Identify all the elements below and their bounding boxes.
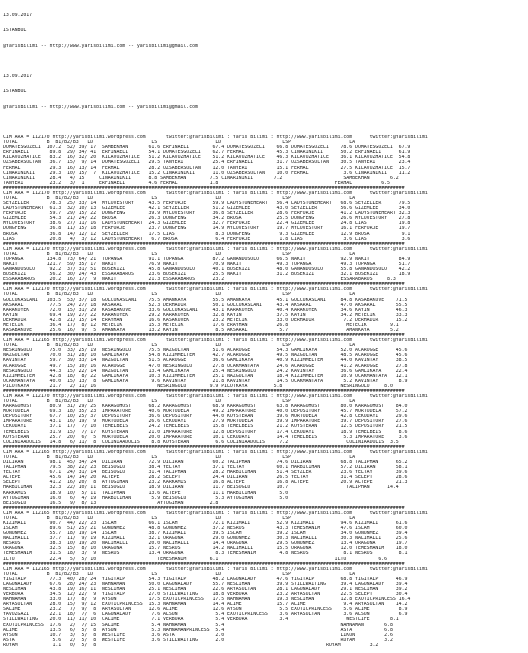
table-row: ERFINAELI 89.8 29/ 34/ 41 ERFINAELI 54.1 DOMATESGUZELI 62.7 FERHAL 45.3 CINARINIKII 50.2 ERFINAELI 61.9: [3, 150, 411, 156]
table-row: DOMATESGUZELI 107.2 52/ 39/ 17 SAMBEKHAN 61.6 ERFINAELI 67.4 DOMATESGUZELI 66.8 DOMATESGUZELI 78.6 DOMATESGUZELI 67.9: [3, 145, 411, 151]
table-row: ALTEPE 45.6 14/ 14/ 20 ALTEPE 28.2 SELEPT 24.4 DILIRAN 26.5 YELTAY 31.4 SELEPT 28.6: [3, 475, 408, 481]
table-row: BUSEKIZI 56.2 30/ 24/ 43 ESSARABAROS 23.6 BUSEKIZI 25.5 NAKIT 31.2 BUSEKIZI 32.1 BUSEKIZI 18.9: [3, 272, 411, 278]
table-row: ASTA 5.6 2/ 5/ 8 WESTLIFE 3.6 STILLWAITING 2.0 RUYAM 3.2: [3, 637, 393, 643]
table-row: KARKAMIS 18.9 10/ 5/ 11 TALIPHAN 13.6 ALTEPE 11.1 HARBICIHAN 5.0: [3, 490, 289, 496]
column-header-line: TOTAL B B1/B2/B3 LD LS LD LSP LA: [3, 454, 356, 460]
table-row: TEMESHANIM 31.5 18/ 3/ 9 NESROS 13.4 ORAGUNA 8.3 TEMESHANIM 4.8 NESROS 8.1 NESROS 8.1: [3, 551, 408, 557]
table-row: NESRINGULU 75.0 33/ 25/ 19 NESRINGULU 75.5 NAZGULTAN 51.6 ACAROGGE 54.3 GAMLIKAYA 52.0 ACAROGGE 45.6: [3, 348, 408, 354]
table-row: KARAGOHOST 80.9 31/ 29/ 25 KARAGOHOST 68.2 KARAGOHOST 68.9 KARAGOHOST 63.8 KARAGOHOST 80.0 KARAGOHOST 84.0: [3, 404, 408, 410]
table-row: LADYSTONEHEART 61.3 32/ 10/ 13 GIZEMLEE 42.1 SEYZELLER 51.2 GIZEMLEE 43.0 SEYZELLER 56.6 GIZEMLEE 34.0: [3, 206, 411, 212]
column-header-line: TOTAL B B1/B2/B3 LD LS LD LSP LA: [3, 140, 356, 146]
separator-line: ##########################################################################################################################################: [3, 505, 405, 511]
header-contact-repeat: @YarisBilimi -- http://www.yarisbilimi.com -- yarisbilimi@gmail.com: [3, 104, 198, 110]
table-row: ACAROGGE 49.7 15/ 10/ 16 ACAROGGE 47.0 NESRINGULU 27.8 OCAKMANTAYA 24.6 ACAROGGE 41.2 ACAROGGE 27.8: [3, 363, 408, 369]
race-header-line: CIM ARA = 112170 http://yarisbilimi.wordpress.com twitter:@YarisBilimi : Yaris Bilimi : http://www.yarisbilimi.com twitter:@YarisBilimi: [3, 394, 428, 400]
table-row: OCAKMANTAYA 40.0 15/ 13/ 8 GAMLIKAYA 9.6 KAVINTAY 21.8 KAVINTAY 14.5 OCAKMANTAYA 5.2 KAVINTAY 8.9: [3, 378, 408, 384]
table-row: PILOTKAYA 21.7 2/ 11/ 16 NESRINGULU 9.9 PILOTKAYA 5.8 NESRINGULU 8.0: [3, 383, 393, 389]
table-row: GANANDOSOLO 92.2 37/ 31/ 51 BUSEKIZI 45.8 GANANDOSOLO 40.1 BUSEKIZI 48.0 GANANDOSOLO 55.8 GANANDOSOLO 42.2: [3, 267, 411, 273]
table-row: GIZEMLEE 54.3 21/ 24/ 22 BROSA 26.3 DONGFENG 34.2 BROSA 25.5 DONGFENG 26.6 MYLOVESTORY 27.8: [3, 216, 411, 222]
table-row: VERBORA 34.5 12/ 22/ 9 YIGITALP 27.0 STILLWAITING 18.8 VERBORA 23.2 ARYASULTAN 22.5 SELEPT 30.4: [3, 592, 408, 598]
header-city-repeat: ISTANBUL: [3, 89, 27, 95]
table-row: HARBICIHAN 32.3 22/ 10/ 11 BEISOGLU 18.9 DILIRAN 11.7 BEISOGLU 10.7 TALIPHAN 14.4: [3, 485, 399, 491]
table-row: LAGUNALADY 67.6 28/ 24/ 23 NAHNAMAN 50.0 LAGUNALADY 55.7 NESLIHAN 39.9 STILLWAITING 39.4 LAGUNALADY 39.4: [3, 581, 408, 587]
table-row: GONUNMEZ 55.7 18/ 19/ 14 ISLAH 38.7 KIZIMALI 39.5 ISLAH 39.2 ISLAH 34.0 GONUNMEZ 39.4: [3, 531, 408, 537]
table-row: COLINIAADOLIS 14.8 6/ 11/ 8 COLINIAADOLIS 8.8 KOYSTERAN 6.6 COLINIAADOLIS 7.2 COLINIAADOLIS 3.5: [3, 439, 399, 445]
table-row: RUYAM 1.1 0/ 5/ 8 RUYAM 3.2: [3, 642, 379, 648]
results-document: [3, 3, 525, 653]
separator-line: ##########################################################################################################################################: [3, 333, 405, 339]
table-row: ILTU 22.4 5/ 5/ 10 TEMESHANIM 6.1 ILTU 6.6: [3, 556, 388, 562]
table-row: DILIRAN 98.1 45/ 34/ 24 DILIRAN 72.9 DILIRAN 60.2 TALIPHAN 74.6 DILIRAN 68.8 TALIPHAN 65.2: [3, 460, 408, 466]
table-row: TUPANGA 134.8 73/ 64/ 21 TUPANGA 91.1 TUPANGA 87.2 GANANDOSOLO 66.5 NAKIT 92.9 NAKIT 84.9: [3, 256, 411, 262]
race-header-line: CIM ARA = 112170 http://yarisbilimi.wordpress.com twitter:@YarisBilimi : Yaris Bilimi : http://www.yarisbilimi.com twitter:@YarisBilimi: [3, 190, 428, 196]
race-header-line: CIM ARA = 112170 http://yarisbilimi.wordpress.com twitter:@YarisBilimi : Yaris Bilimi : http://www.yarisbilimi.com twitter:@YarisBilimi: [3, 246, 428, 252]
table-row: BEISOGLU 16.5 9/ 8/ 13 AYTUGIHAN 2.8: [3, 500, 219, 506]
table-row: SALIME 23.2 7/ 9/ 8 ARYASULTAN 12.6 ALIME 12.6 AYSUN 5.5 EXOTICPRINCESS 5.6 ALIME 8.9: [3, 607, 408, 613]
column-header-line: TOTAL B B1/B2/B3 LD LS LD LSP LA: [3, 515, 356, 521]
table-row: ARYASULTAN 28.0 15/ 9/ 12 EXOTICPRINCESS 15.3 NAHNAMAN 14.4 ALIME 15.7 ALIME 9.4 ARYASULTAN 14.2: [3, 602, 408, 608]
separator-line: ##########################################################################################################################################: [3, 241, 405, 247]
table-row: SELEPT 41.2 16/ 20/ 8 AYTUGIHAN 23.2 KARKAMIS 16.8 ALTEPE 16.8 ALTEPE 20.9 ALTEPE 21.3: [3, 480, 408, 486]
table-row: BROSA 36.8 14/ 12/ 12 SEYZELLER 17.5 LIAS 8.3 DONGFENG 9.3 GIZEMLEE 12.9 BROSA 9.1: [3, 231, 411, 237]
table-row: AKSARAL 77.5 24/ 27/ 18 AKSARAL 52.3 DERHADIR 50.1 GOLCUKASLANI 43.4 AKSARAL 47.0 AKSARAL 55.5: [3, 302, 408, 308]
table-row: NAZGULTAN 70.0 31/ 28/ 10 GAMLIKAYA 54.8 KIZIMMELTEM 42.7 ACAROGGE 49.5 NAZGULTAN 48.5 ACAROGGE 45.6: [3, 353, 408, 359]
table-row: NESROS 38.3 10/ 19/ 20 NALIHALLI 20.0 NALIHALLI 14.4 ORAGUNA 29.5 GONUNMEZ 13.4 ORAGUNA 19.7: [3, 541, 408, 547]
table-row: CEKODAYI 37.1 17/ 7/ 10 TEMELBEIS 24.2 TEMELBEIS 15.8 TEMELBEIS 21.2 KOYSTERAN 12.5 DEPOSITORY 21.5: [3, 424, 408, 430]
table-row: DONGFENG 36.8 11/ 15/ 18 FERFORJE 23.7 DONGFENG 14.9 MYLOVESTORY 19.7 MYLOVESTORY 16.1 FERFORJE 19.7: [3, 226, 411, 232]
table-row: NAHNAMAN 33.0 17/ 8/ 9 AYSUN 17.5 EXOTICPRINCESS 17.5 NAHNAMAN 19.3 NESLIHAN 12.8 EXOTICPRINCESS 16.4: [3, 597, 411, 603]
race-header-line: CIM ARA = 112165 http://yarisbilimi.wordpress.com twitter:@YarisBilimi : Yaris Bilimi : http://www.yarisbilimi.com twitter:@YarisBilimi: [3, 449, 428, 455]
table-row: MORTODELA 69.3 18/ 35/ 23 IMPARATORE 40.6 MORTODELA 49.2 IMPARATORE 40.0 DEPOSITORY 45.7 MORTODELA 57.2: [3, 409, 408, 415]
table-row: KASABAKUVE 25.6 16/ 9/ 5 AMANKAYA 13.2 KAYIN 8.5 AKSARAL 5.7 AMANKAYA 5.2: [3, 328, 399, 333]
table-row: IMPARATORE 43.1 16/ 19/ 9 MORTODELA 26.6 CEKODAYI 27.9 MORTODELA 39.9 IMPARATORE 39.7 DEPOSITORY 27.6: [3, 419, 408, 425]
race-header-line: CIM ARA = 112165 http://yarisbilimi.wordpress.com twitter:@YarisBilimi : Yaris Bilimi : http://www.yarisbilimi.com twitter:@YarisBilimi: [3, 566, 428, 572]
blank-line: [3, 59, 525, 64]
blank-line: [3, 120, 525, 125]
table-row: NESLIHAN 43.8 19/ 16/ 11 NESLIHAN 25.1 NESLIHAN 22.6 ARYASULTAN 28.1 LAGUNALADY 29.1 NESLIHAN 39.2: [3, 586, 408, 592]
column-header-line: TOTAL B B1/B2/B3 LD LS LD LSP LA: [3, 292, 356, 298]
table-row: NAKIT 121.7 59/ 35/ 17 NAKIT 76.9 NAKIT 70.9 NAKIT 49.3 TUPANGA 49.3 TUPANGA 51.7: [3, 261, 411, 267]
table-row: TEMELBEIS 31.9 15/ 7/ 17 KOYSTERAN 21.0 IMPARATORE 12.8 DEPOSITORY 17.4 CEKODAYI 18.9 TEMELBEIS 8.6: [3, 429, 408, 435]
column-header-line: TOTAL B B1/B2/B3 LD LS LD LSP LA: [3, 399, 356, 405]
table-row: AYSUN 10.7 3/ 5/ 8 WESTLIFE 3.6 ASTA 2.0 LIKUN 2.6: [3, 632, 393, 638]
separator-line: ##########################################################################################################################################: [3, 185, 405, 191]
table-row: MYLOVESTORY 38.6 27/ 11/ 16 LADYSTONEHEART 24.3 GIZEMLEE 32.7 FERFORJE 22.4 GIZEMLEE 24.8 LIAS 19.8: [3, 221, 411, 227]
race-header-line: CIM ARA = 112170 http://yarisbilimi.wordpress.com twitter:@YarisBilimi : Yaris Bilimi : http://www.yarisbilimi.com twitter:@YarisBilimi: [3, 135, 428, 141]
table-row: KIZIMALI 90.7 44/ 22/ 23 ISLAH 66.1 ISLAH 72.1 KIZIMALI 52.9 KIZIMALI 94.6 KIZIMALI 61.6: [3, 520, 408, 526]
table-row: YELTAY 67.1 24/ 31/ 14 BEISOGLU 31.4 TALIPHAN 28.2 HARBICIHAN 51.4 SEYZLER 23.6 YELTAY 39.6: [3, 470, 408, 476]
table-row: EXOTICPRINCESS 17.6 2/ 7/ 15 SALIME 5.4 NAHNAMAN 5.4 NAHNAMAN 6.8: [3, 622, 393, 628]
table-row: STILLWAITING 20.0 11/ 11/ 10 CALIME 7.1 VERBORA 5.4 VERBORA 3.4 WESTLIFE 8.1: [3, 617, 399, 623]
race-header-line: CIM ARA = 112165 http://yarisbilimi.wordpress.com twitter:@YarisBilimi : Yaris Bilimi : http://www.yarisbilimi.com twitter:@YarisBilimi: [3, 510, 428, 516]
table-row: GOLCUKASLANI 103.5 53/ 37/ 18 GOLCUKASLANI 75.5 AMANKAYA 55.5 AMANKAYA 45.1 GOLCUKASLANI 84.8 KASABAKUVE 71.5: [3, 297, 408, 303]
column-header-line: TOTAL B B1/B2/B3 LD LS LD LSP LA: [3, 251, 356, 257]
race-header-line: CIM ARA = 112170 http://yarisbilimi.wordpress.com twitter:@YarisBilimi : Yaris Bilimi : http://www.yarisbilimi.com twitter:@YarisBilimi: [3, 287, 428, 293]
header-city: ISTANBUL: [3, 28, 27, 34]
column-header-line: TOTAL B B1/B2/B3 LD LS LD LSP LA: [3, 343, 356, 349]
column-header-line: TOTAL B B1/B2/B3 LD LS LD LSP LA: [3, 195, 356, 201]
table-row: OZSABERSULTAN 36.7 15/ 9/ 14 DOMATESGUZELI 29.5 TANYERI 25.4 ERFINAELI 31.7 OZSABERSULTAN 30.5 TANYERI 23.4: [3, 160, 411, 166]
table-row: AYTUGIHAN 16.0 6/ 4/ 19 HARBICIHAN 5.9 BEISOGLU 5.3 AYTUGIHAN 5.0: [3, 495, 289, 501]
separator-line: ##########################################################################################################################################: [3, 444, 405, 450]
table-row: DERHADIR 42.8 21/ 15/ 14 ERAYHAN 16.6 KASAKUVEK 23.2 METECIK 33.0 DERHADIR 7.2 DERHADIR 15.2: [3, 317, 408, 323]
table-row: FERHAL 29.3 16/ 13/ 14 FERHAL 28.2 OZSABERSULTAN 12.0 TANYERI 15.1 FERHAL 27.5 KILAVUZHATICE 15.7: [3, 165, 411, 171]
separator-line: ##########################################################################################################################################: [3, 561, 405, 567]
table-row: FERFORJE 59.7 29/ 15/ 22 DONGFENG 39.9 MYLOVESTORY 36.8 SEYZELLER 28.6 FERFORJE 41.2 LADYSTONEHEART 32.3: [3, 211, 411, 217]
separator-line: ##########################################################################################################################################: [3, 282, 405, 288]
table-row: LIAS 20.8 4/ 3/ 12 LADYSTONEHEART 6.7 BROSA 6.4 FERFORJE 1.8 LIAS 3.6 LIAS 3.6: [3, 236, 411, 242]
column-header-line: TOTAL B B1/B2/B3 LD LS LD LSP LA: [3, 571, 356, 577]
table-row: TALIPHAN 79.5 38/ 22/ 23 BEISOGLU 38.4 YELTAY 37.1 YELTAY 60.1 HARBICIHAN 57.2 DILIRAN 58.1: [3, 465, 408, 471]
table-row: KIZIMMELTEM 42.8 18/ 8/ 22 GAMLIKAYA 10.3 KIZIMMELTEM 25.1 NAZGULTAN 18.4 KIZIMMELTEM 10.9 OCAKMANTAYA 12.1: [3, 373, 408, 379]
header-contact: @YarisBilimi -- http://www.yarisbilimi.com -- yarisbilimi@gmail.com: [3, 43, 198, 49]
table-row: SEYZELLER 78.3 25/ 33/ 14 MYLOVESTORY 43.5 FERFORJE 59.9 LADYSTONEHEART 56.4 LADYSTONEHEART 68.6 SEYZELLER 79.5: [3, 201, 411, 207]
table-row: YAVUZGAZI 22.1 18/ 7/ 6 LAGUNALADY 7.6 ALSUN 5.4 EXOTICPRINCESS 3.6 ARYASULTAN 3.6 ALSUN 6.9: [3, 612, 408, 618]
table-row: KOYSTERAN 25.7 20/ 6/ 5 MORTODELA 20.0 IMPARATORE 10.1 CEKODAYI 14.4 TEMELBEIS 5.3 IMPARATORE 3.6: [3, 434, 408, 440]
table-row: ALIME 13.5 6/ 5/ 8 AYSUN 5.3 NAHNAMANPRINCESS 5.4 ASTA 6.8: [3, 627, 393, 633]
table-row: CINARINIKII 29.3 10/ 15/ 7 KILAVUZHATICE 15.2 CINARINIKII 11.0 OZSABERSULTAN 10.0 FERHAL 3.6 CINARINIKII 11.2: [3, 170, 411, 176]
race-header-line: CIM ARA = 112165 http://yarisbilimi.wordpress.com twitter:@YarisBilimi : Yaris Bilimi : http://www.yarisbilimi.com twitter:@YarisBilimi: [3, 338, 428, 344]
table-row: KAVINTAY 59.7 39/ 33/ 14 NAZGULTAN 51.5 ACAROGGE 36.6 GAMLIKAYA 40.9 KIZIMMELTEM 44.0 KAVINTAY 38.5: [3, 358, 408, 364]
table-row: YIGITALP 77.3 40/ 28/ 24 YIGITALP 54.3 YIGITALP 48.2 LAGUNALADY 47.6 YIGITALP 68.8 YIGITALP 46.9: [3, 576, 408, 582]
race-tables: [3, 135, 525, 648]
table-row: NALIHALLI 37.7 11/ 9/ 19 KIZIMALI 32.1 ORAGUNA 29.0 GONUNMEZ 30.3 NALIHALLI 30.3 NALIHALLI 25.6: [3, 536, 408, 542]
header-date-repeat: 13.09.2017: [3, 74, 33, 80]
table-row: KARAKOYEK 72.0 15/ 31/ 29 KASABAKUVE 33.6 GOLCUKASLANI 43.1 KARAKOYEK 40.4 KARAKOYEK 34.6 KAYIN 46.3: [3, 307, 408, 313]
table-row: ISLAH 89.6 51/ 25/ 21 GONUNMEZ 48.8 GONUNMEZ 37.2 NESROS 43.3 TEMESHANIM 47.6 ISLAH 60.0: [3, 526, 408, 532]
separator-line: ##########################################################################################################################################: [3, 388, 405, 394]
table-row: NESRINGULU 44.3 15/ 22/ 14 NAZGULTAN 13.4 GAMLIKAYA 25.4 NESRINGULU 24.2 KAVINTAY 36.6 GAMLIKAYA 22.4: [3, 368, 408, 374]
table-row: KILAVUZHATICE 83.2 16/ 32/ 20 KILAVUZHATICE 51.2 KILAVUZHATICE 51.2 KILAVUZHATICE 46.3 KILAVUZHATICE 36.1 KILAVUZHATICE 54.8: [3, 155, 411, 161]
table-row: CINARINIKII 28.4 4/ 15 CINARINIKII 8.8 SAMBEKHAN 7.5 CINARINIKII 7.2 SAMBEKHAN 6.2: [3, 175, 399, 181]
header-date: 13.09.2017: [3, 13, 33, 19]
table-row: ORAGUNA 32.5 15/ 8/ 10 ORAGUNA 15.7 NESROS 14.2 NALIHALLI 15.5 ORAGUNA 12.0 TEMESHANIM 18.0: [3, 546, 408, 552]
table-row: ESSARABAROS 20.2 16/ 17/ 9 NAKIT 21.3 ESSARABAROS 23.2 ESSARABAROS 8.3: [3, 277, 396, 283]
table-row: DEPOSITORY 67.7 10/ 25/ 37 DEPOSITORY 36.6 DEPOSITORY 44.0 KOYSTERAN 39.6 MORTODELA 42.8 CEKODAYI 29.6: [3, 414, 408, 420]
table-row: METECIK 36.4 17/ 8/ 12 METECIK 15.3 METECIK 17.6 ERAYHAN 26.8 METECIK 9.1: [3, 322, 399, 328]
table-row: TANYERI 23.2 3/ 1 ERFINAELI 4.6 FERHAL 1.8 FERHAL 6.5: [3, 180, 390, 186]
table-row: KAYIN 69.4 19/ 27/ 22 KARAKOYEK 29.2 KARAKOYEK 32.8 KAYIN 37.5 KAYIN 34.2 METECIK 33.3: [3, 312, 408, 318]
